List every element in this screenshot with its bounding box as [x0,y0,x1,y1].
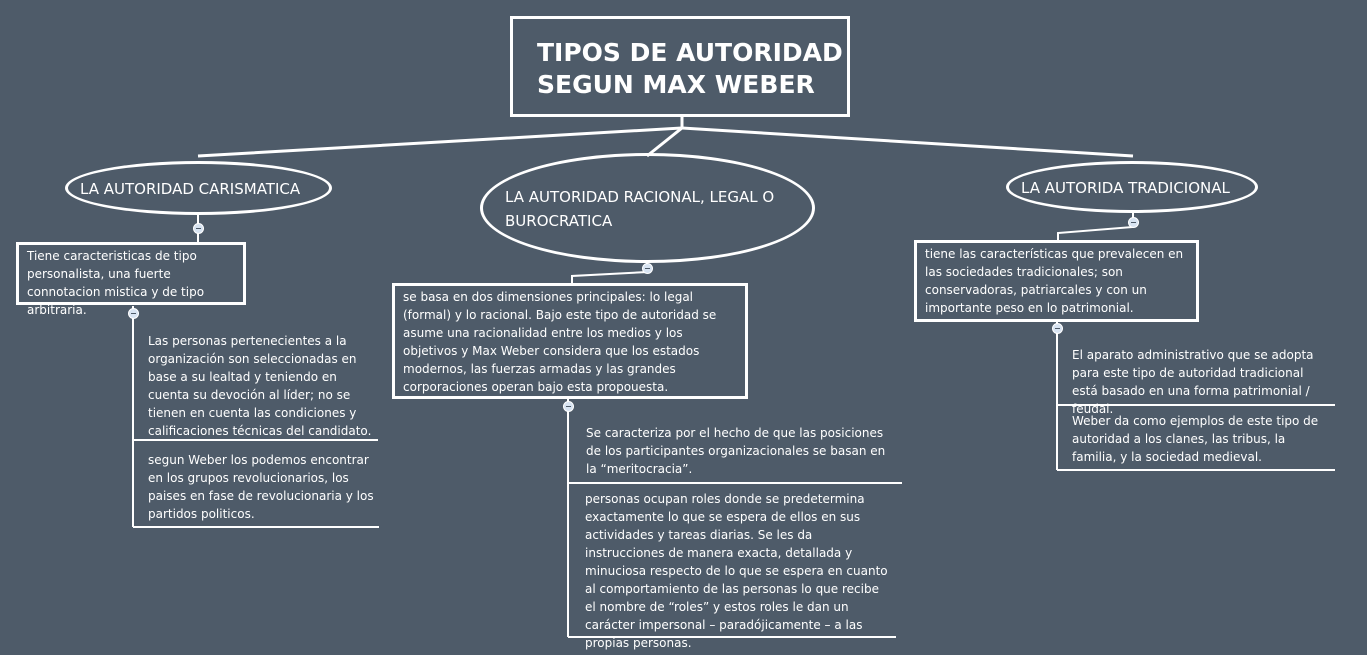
carismatica-detail-1-text: Las personas pertenecientes a la organización son seleccionadas en base a su lealtad y teniendo en cuenta su devoción al líder; no se tienen en cuenta las condiciones y calificaciones técnicas del candidato. [148,334,372,438]
collapse-toggle-icon[interactable] [1052,323,1063,334]
carismatica-detail-1[interactable] [133,332,378,441]
carismatica-description: Tiene caracteristicas de tipo personalista, una fuerte connotacion mistica y de tipo arbitraria. [27,249,205,317]
tradicional-description-box[interactable] [914,240,1199,322]
collapse-toggle-icon[interactable] [642,263,653,274]
racional-description-box[interactable] [392,283,748,399]
tradicional-detail-2[interactable] [1057,412,1335,471]
racional-detail-2-text: personas ocupan roles donde se predetermina exactamente lo que se espera de ellos en sus actividades y tareas diarias. Se les da instrucciones de manera exacta, detallada y minuciosa respecto de lo que se espera en cuanto al comportamiento de las personas lo que recibe el nombre de “roles” y estos roles le dan un carácter impersonal – paradójicamente – a las propias personas. [585,492,888,650]
racional-detail-1[interactable] [568,424,902,484]
topic-carismatica-label: LA AUTORIDAD CARISMATICA [80,180,301,198]
root-title-line2: SEGUN MAX WEBER [537,70,815,99]
collapse-toggle-icon[interactable] [563,401,574,412]
tradicional-detail-1[interactable] [1057,346,1335,416]
carismatica-detail-2[interactable] [133,451,379,528]
tradicional-detail-2-text: Weber da como ejemplos de este tipo de autoridad a los clanes, las tribus, la familia, y la sociedad medieval. [1072,414,1319,464]
racional-description: se basa en dos dimensiones principales: lo legal (formal) y lo racional. Bajo este tipo de autoridad se asume una racionalidad entre los medios y los objetivos y Max Weber considera que los estados modernos, las fuerzas armadas y las grandes corporaciones operan bajo esta propouesta. [403,290,717,394]
carismatica-detail-2-text: segun Weber los podemos encontrar en los grupos revolucionarios, los paises en fase de revolucionaria y los partidos politicos. [148,453,374,521]
topic-autoridad-racional[interactable] [480,153,815,263]
topic-autoridad-tradicional[interactable] [1006,161,1258,213]
racional-detail-2[interactable] [568,490,896,650]
topic-racional-label-line1: LA AUTORIDAD RACIONAL, LEGAL O [505,188,775,206]
tradicional-description: tiene las características que prevalecen en las sociedades tradicionales; son conservadoras, patriarcales y con un importante peso en lo patrimonial. [925,247,1184,315]
topic-racional-label-line2: BUROCRATICA [505,212,613,230]
topic-tradicional-label: LA AUTORIDA TRADICIONAL [1021,179,1230,197]
topic-autoridad-carismatica[interactable] [65,161,332,215]
collapse-toggle-icon[interactable] [128,308,139,319]
root-topic-box[interactable] [510,16,850,117]
racional-detail-1-text: Se caracteriza por el hecho de que las posiciones de los participantes organizacionales se basan en la “meritocracia”. [586,426,886,476]
collapse-toggle-icon[interactable] [193,223,204,234]
collapse-toggle-icon[interactable] [1128,217,1139,228]
root-title-line1: TIPOS DE AUTORIDAD [537,38,843,67]
tradicional-detail-1-text: El aparato administrativo que se adopta para este tipo de autoridad tradicional está basado en una forma patrimonial / feudal. [1072,348,1314,416]
carismatica-description-box[interactable] [16,242,246,317]
